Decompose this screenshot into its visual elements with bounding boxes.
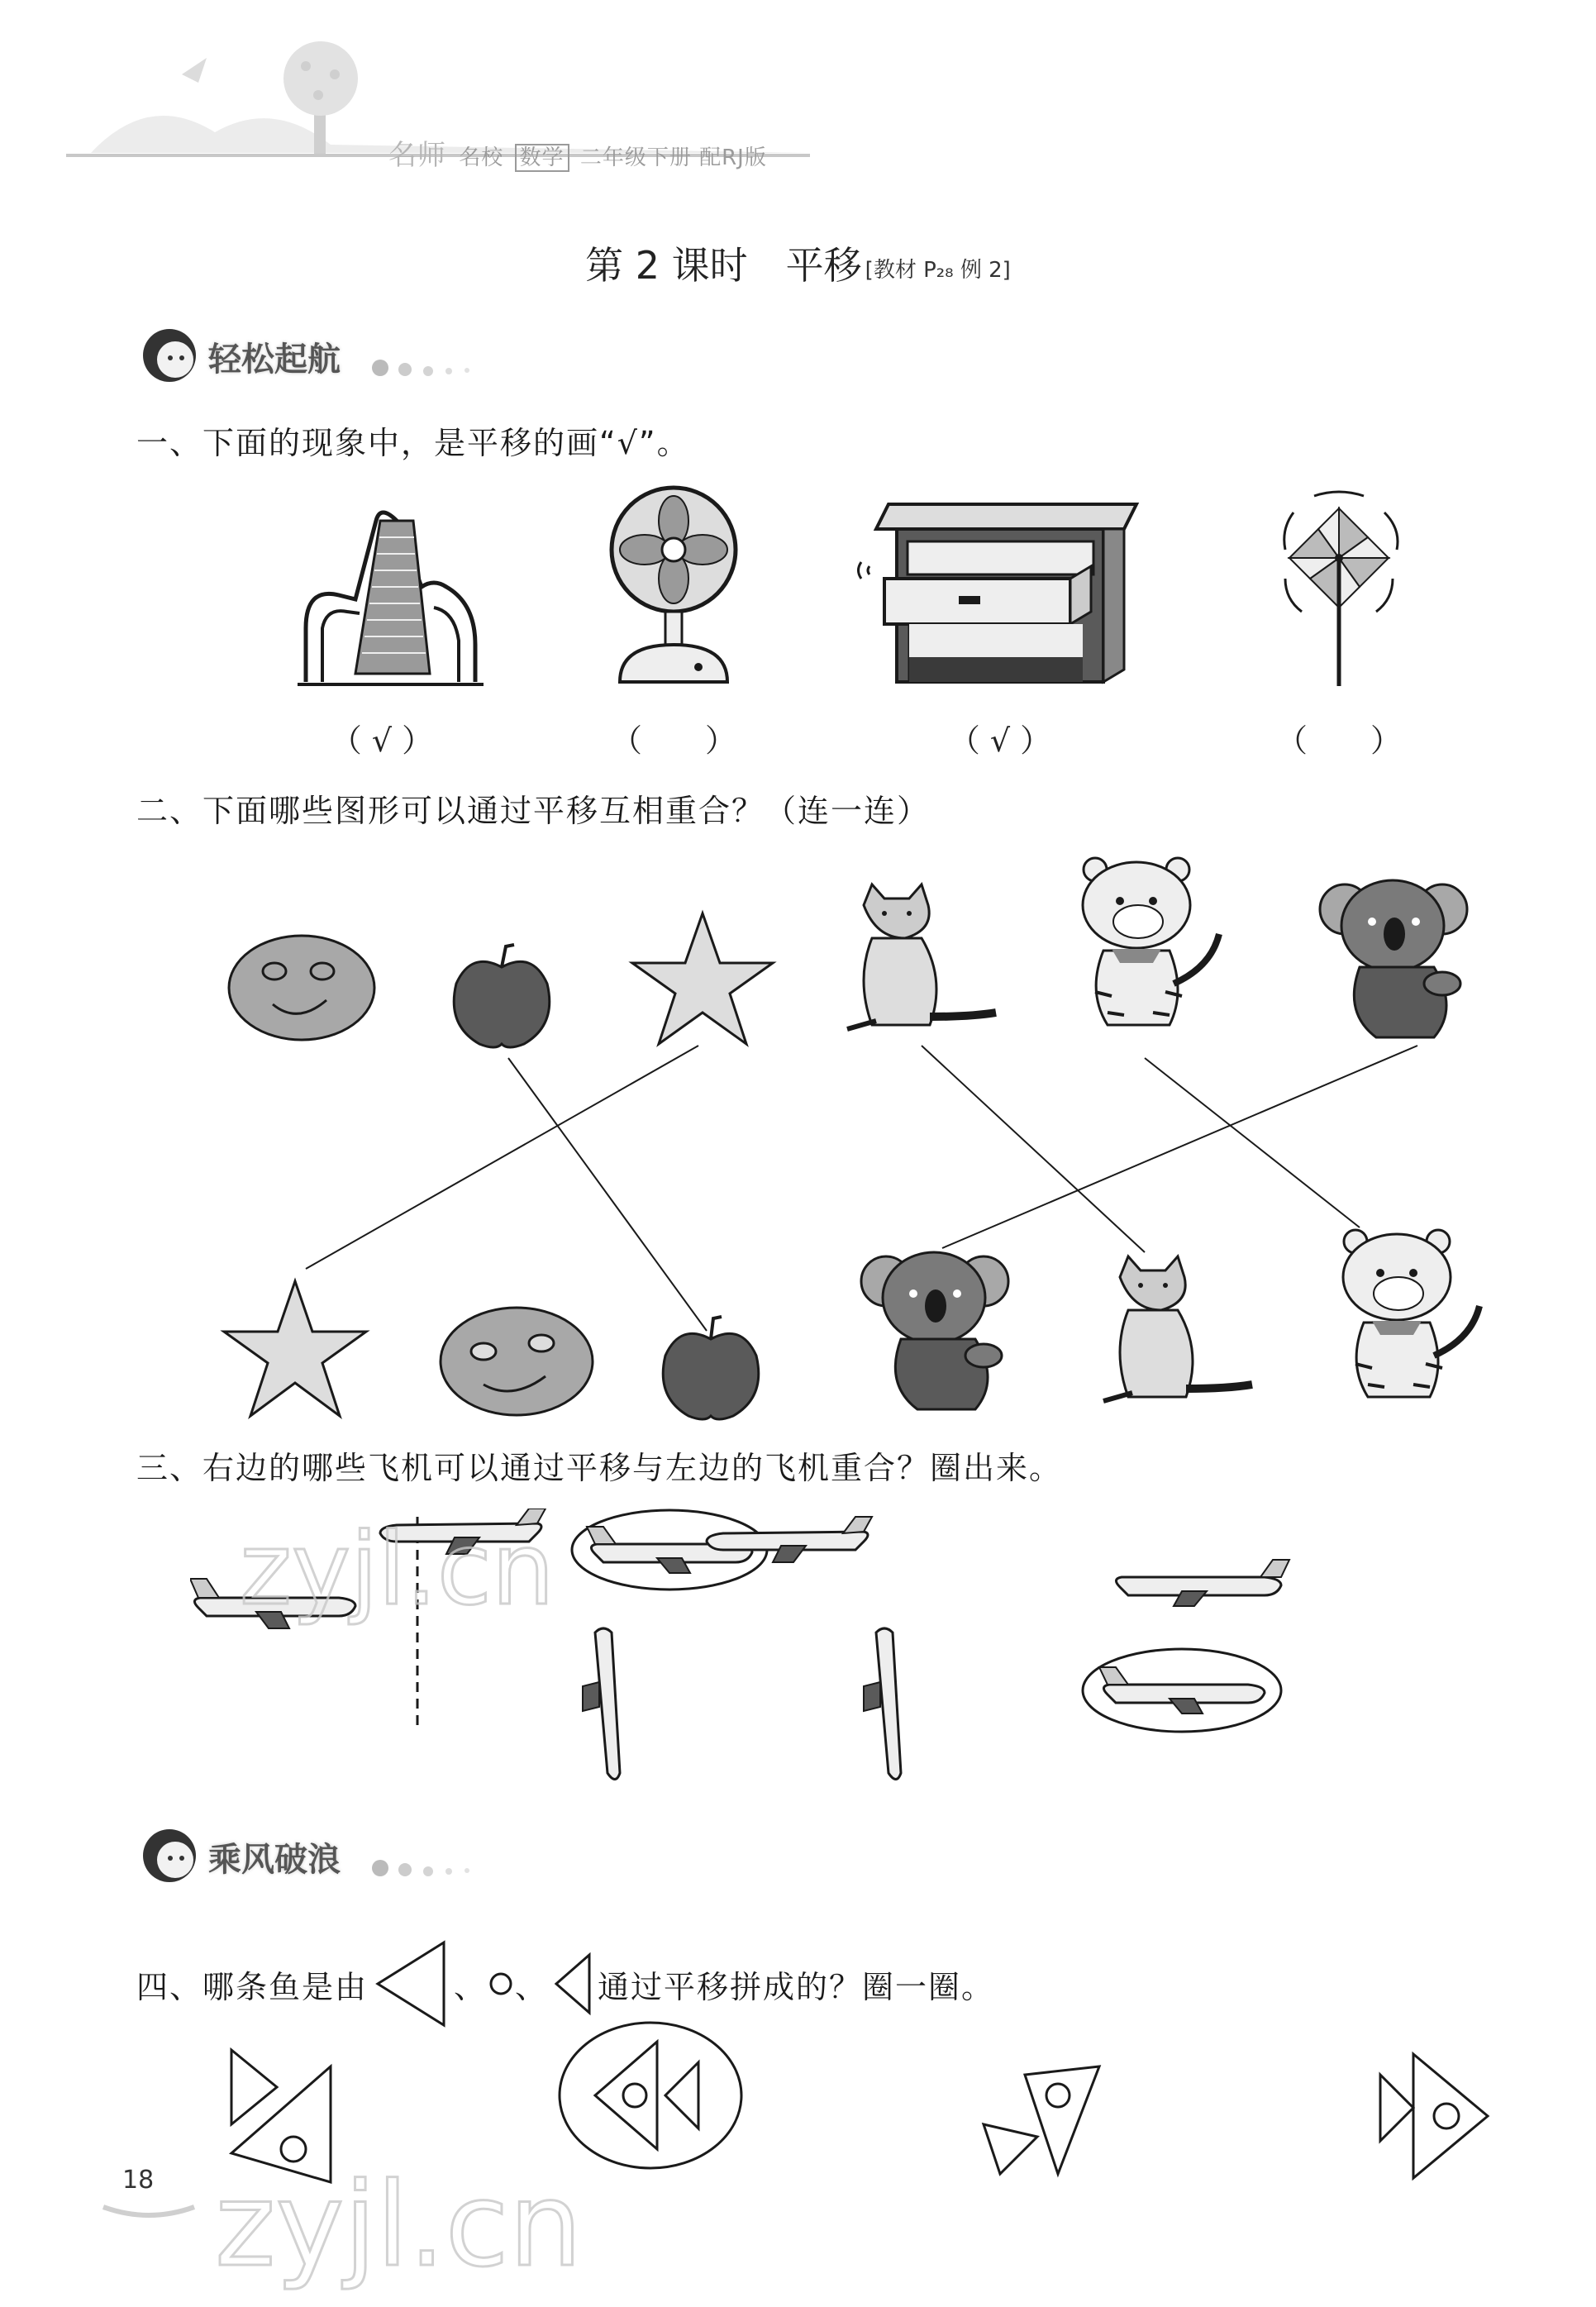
q1-answer-fan[interactable]: （ ）	[610, 722, 736, 759]
header-series-info	[388, 132, 767, 173]
fish-option-4[interactable]	[1372, 2050, 1496, 2182]
cat-icon[interactable]	[1095, 1252, 1260, 1418]
q1-answer-pinwheel[interactable]: （ ）	[1275, 722, 1402, 759]
textbook-reference: [教材 P₂₈ 例 2]	[865, 258, 1011, 283]
star-icon[interactable]	[219, 1277, 372, 1422]
q4-prompt-comma-1: 、	[454, 1968, 488, 2005]
section-title-warmup: 轻松起航	[208, 341, 341, 379]
header-subject: 数学	[515, 144, 569, 172]
fish-option-3[interactable]	[975, 2042, 1108, 2182]
watermark-icon	[207, 2141, 669, 2306]
airplane-icon	[1116, 1560, 1289, 1606]
airplane-icon	[864, 1628, 901, 1780]
small-triangle-icon	[548, 1951, 598, 2017]
q4-prompt-end: 通过平移拼成的？圈一圈。	[598, 1968, 995, 2005]
q2-prompt: 二、下面哪些图形可以通过平移互相重合？（连一连）	[136, 793, 931, 829]
svg-text:zyjl.cn: zyjl.cn	[215, 2158, 583, 2293]
koala-icon[interactable]	[860, 1244, 1012, 1418]
koala-icon[interactable]	[1318, 872, 1471, 1046]
triangle-icon	[369, 1938, 452, 2029]
airplane-icon	[583, 1628, 620, 1780]
q4-prompt-comma-2: 、	[515, 1968, 549, 2005]
header-edition: 配RJ版	[699, 145, 767, 170]
apple-icon[interactable]	[655, 1310, 767, 1426]
circle-icon	[487, 1970, 515, 1998]
tiger-icon[interactable]	[1331, 1223, 1488, 1413]
header-brand: 名师	[388, 139, 446, 172]
svg-text:zyjl.cn: zyjl.cn	[240, 1513, 555, 1628]
q1-prompt: 一、下面的现象中，是平移的画“√”。	[136, 425, 690, 461]
drawer-desk-icon	[851, 492, 1141, 690]
tiger-icon[interactable]	[1070, 851, 1227, 1041]
cat-icon[interactable]	[839, 880, 1004, 1046]
q4-prompt-start: 四、哪条鱼是由	[136, 1968, 369, 2005]
q1-answer-desk[interactable]: （ √ ）	[948, 722, 1052, 759]
lesson-title-text: 第 2 课时 平移	[585, 243, 862, 288]
lesson-title	[0, 236, 1596, 290]
header-scenery-icon	[0, 0, 1596, 165]
pinwheel-icon	[1269, 488, 1409, 690]
header-series: 名校	[459, 145, 504, 170]
footer-swoosh-icon	[99, 2199, 198, 2224]
q1-answer-escalator[interactable]: （ √ ）	[330, 722, 434, 759]
fan-icon	[603, 484, 744, 690]
airplane-icon	[1099, 1667, 1265, 1714]
smiley-face-icon[interactable]	[434, 1302, 599, 1422]
escalator-icon	[298, 496, 496, 690]
header-grade: 二年级下册	[579, 145, 692, 170]
q4-prompt	[136, 1938, 994, 2029]
header-band	[0, 0, 1596, 165]
section-title-challenge: 乘风破浪	[208, 1841, 341, 1879]
page-number: 18	[122, 2166, 155, 2195]
watermark-icon	[231, 1504, 645, 1637]
q3-prompt: 三、右边的哪些飞机可以通过平移与左边的飞机重合？圈出来。	[136, 1450, 1063, 1486]
